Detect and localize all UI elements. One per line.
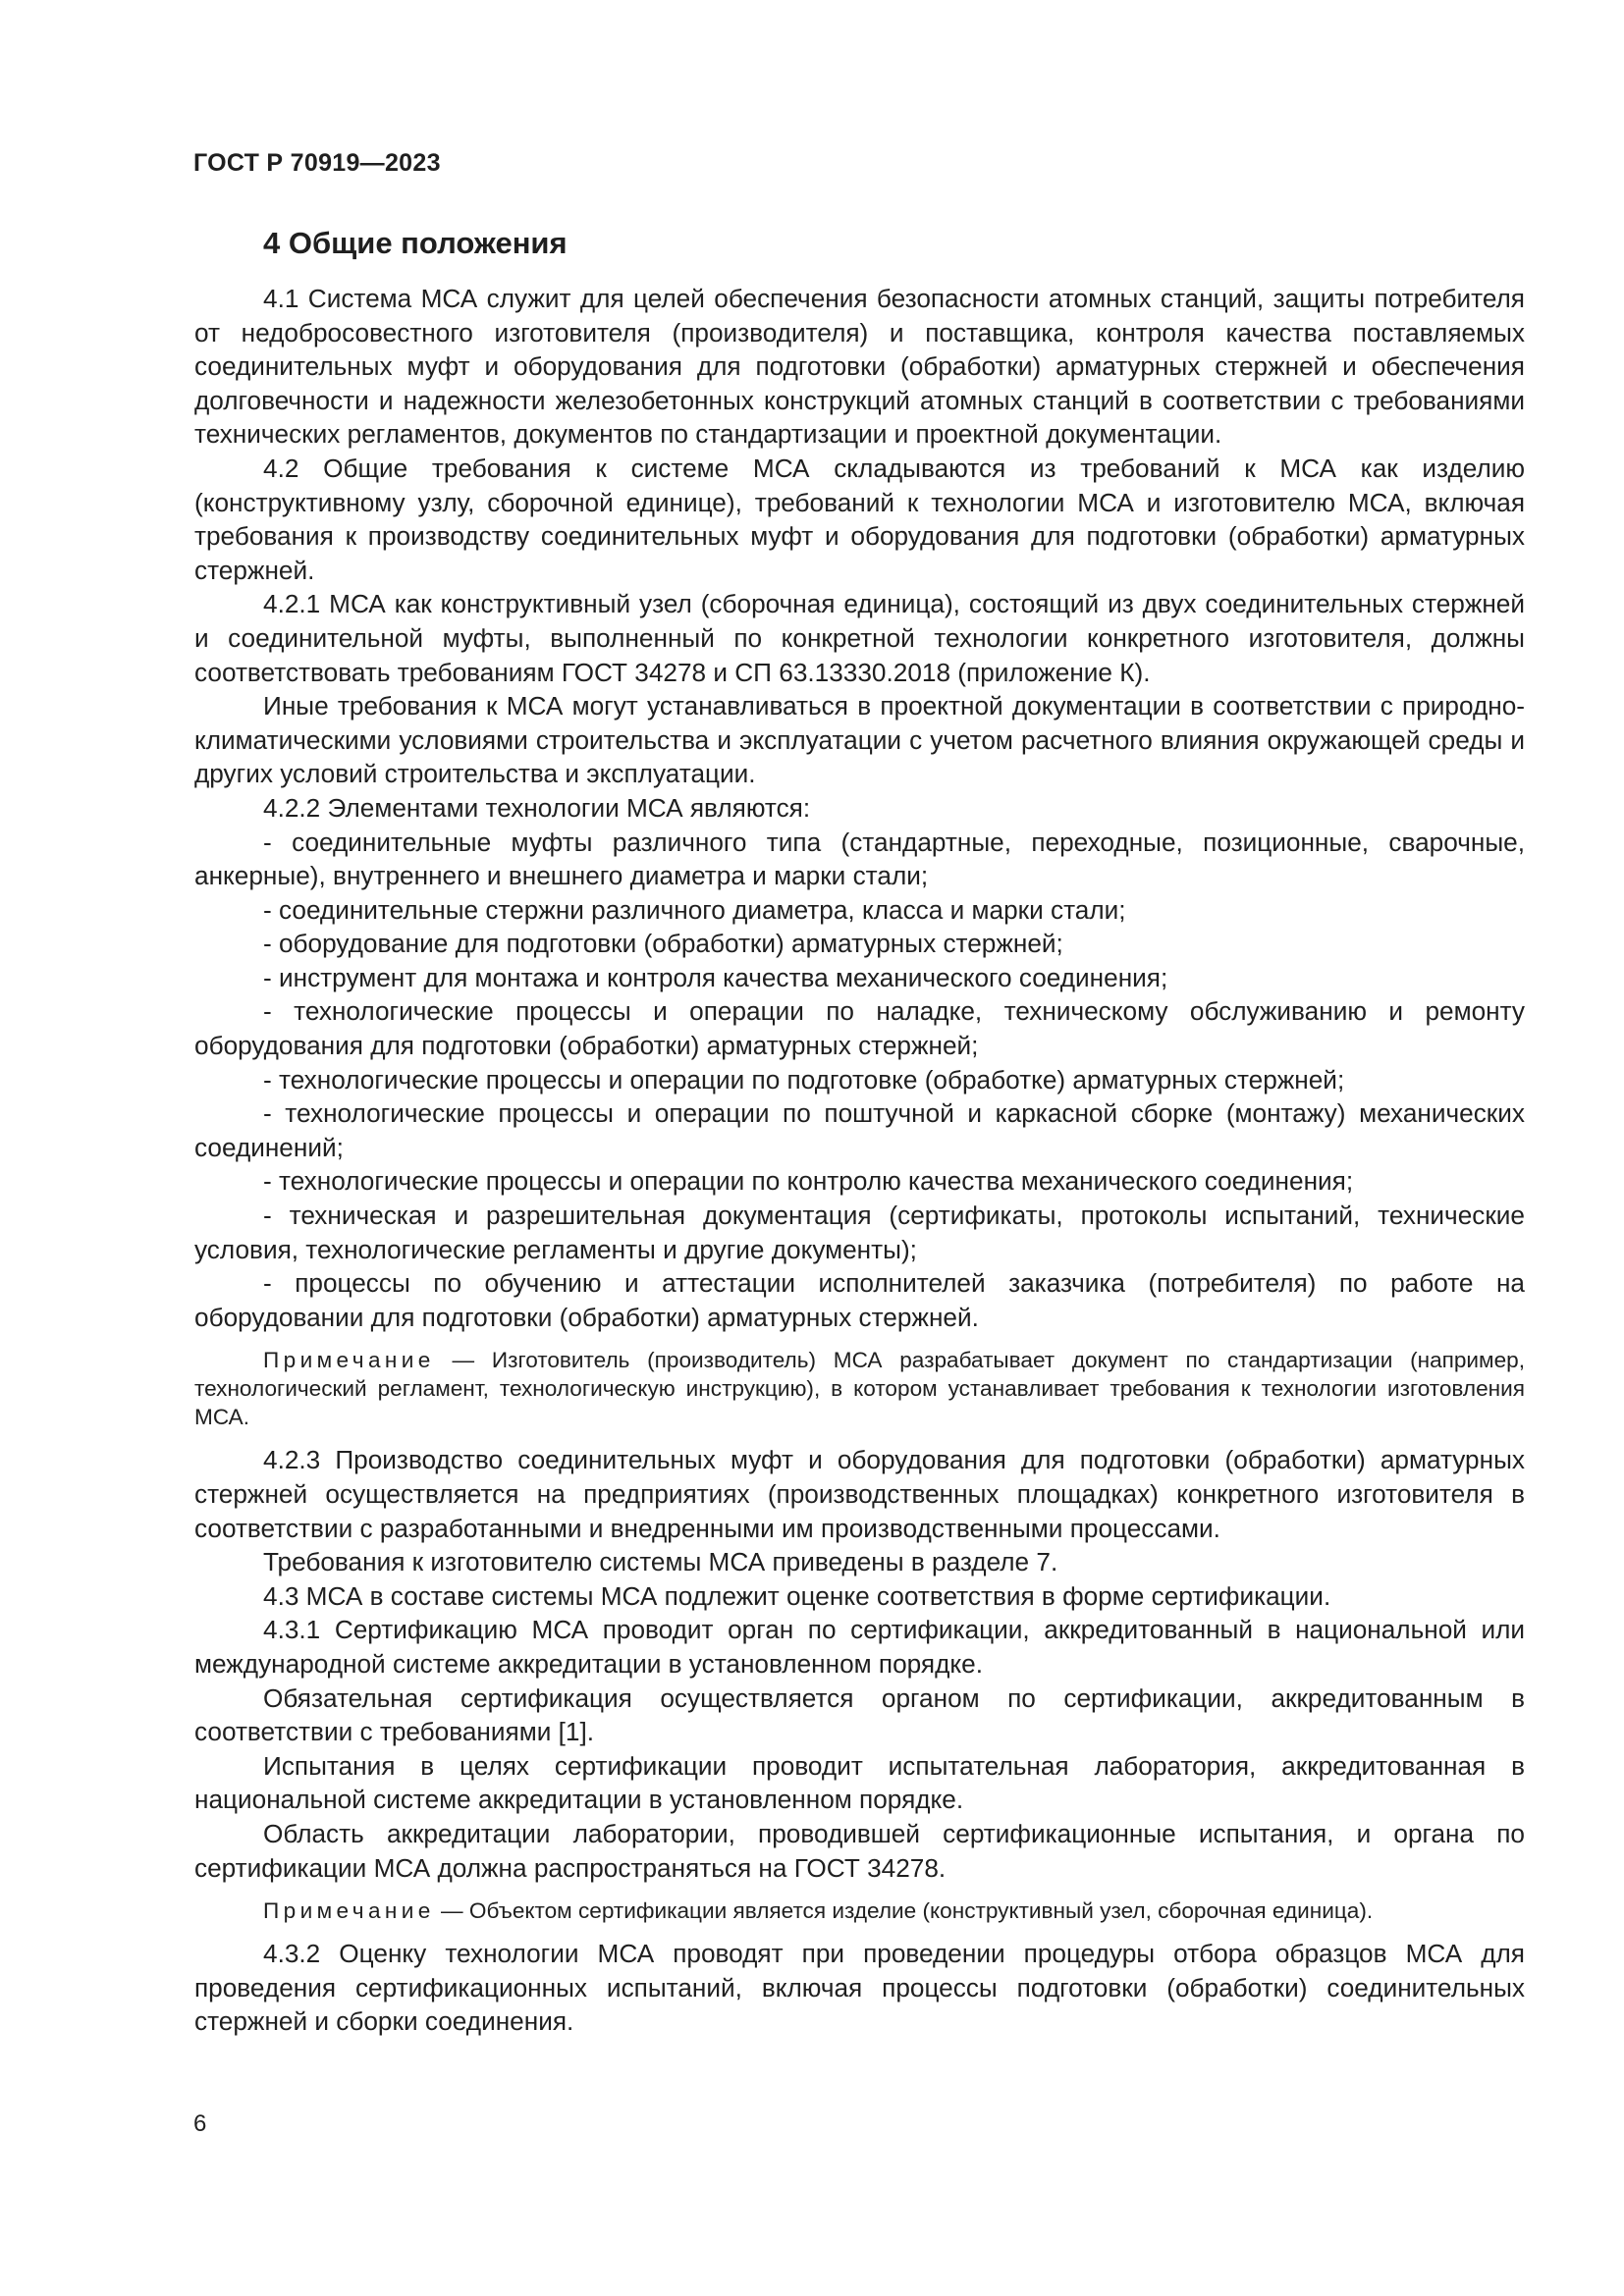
paragraph-4-1: 4.1 Система МСА служит для целей обеспечения безопасности атомных станций, защиты потребителя от недобросовестного изготовителя (производителя) и поставщика, контроля качества поставляемых соединительных муфт и оборудования для подготовки (обработки) арматурных стержней и обеспечения долговечности и надежности железобетонных конструкций атомных станций в соответствии с требованиями технических регламентов, документов по стандартизации и проектной документации. bbox=[194, 284, 1525, 450]
paragraph-4-3-1: 4.3.1 Сертификацию МСА проводит орган по сертификации, аккредитованный в национальной или международной системе аккредитации в установленном порядке. bbox=[194, 1615, 1525, 1679]
paragraph-4-2-1: 4.2.1 МСА как конструктивный узел (сборочная единица), состоящий из двух соединительных стержней и соединительной муфты, выполненный по конкретной технологии конкретного изготовителя, должны соответствовать требованиям ГОСТ 34278 и СП 63.13330.2018 (приложение К). bbox=[194, 589, 1525, 687]
list-item: - технологические процессы и операции по наладке, техническому обслуживанию и ремонту оборудования для подготовки (обработки) арматурных стержней; bbox=[194, 996, 1525, 1061]
paragraph-4-3-1-testing: Испытания в целях сертификации проводит испытательная лаборатория, аккредитованная в национальной системе аккредитации в установленном порядке. bbox=[194, 1750, 1525, 1815]
list-item: - техническая и разрешительная документация (сертификаты, протоколы испытаний, технические условия, технологические регламенты и другие документы); bbox=[194, 1201, 1525, 1264]
note-label: Примечание bbox=[263, 1348, 435, 1373]
paragraph-4-3-1-mandatory-certification: Обязательная сертификация осуществляется органом по сертификации, аккредитованным в соответствии с требованиями [1]. bbox=[194, 1682, 1525, 1747]
paragraph-4-2-3: 4.2.3 Производство соединительных муфт и оборудования для подготовки (обработки) арматурных стержней осуществляется на предприятиях (производственных площадках) конкретного изготовителя в соответствии с разработанными и внедренными им производственными процессами. bbox=[194, 1445, 1525, 1543]
list-item: - технологические процессы и операции по поштучной и каркасной сборке (монтажу) механических соединений; bbox=[194, 1098, 1525, 1162]
paragraph-4-2-1-other-requirements: Иные требования к МСА могут устанавливаться в проектной документации в соответствии с природно-климатическими условиями строительства и эксплуатации с учетом расчетного влияния окружающей среды и других условий строительства и эксплуатации. bbox=[194, 691, 1525, 789]
list-item: - технологические процессы и операции по контролю качества механического соединения; bbox=[263, 1166, 1354, 1197]
section-title: 4 Общие положения bbox=[263, 226, 568, 260]
note-text: — Объектом сертификации является изделие (конструктивный узел, сборочная единица). bbox=[434, 1898, 1374, 1924]
note-text: — Изготовитель (производитель) МСА разрабатывает документ по стандартизации (например, технологический регламент, технологическую инструкцию), в котором устанавливает требования к технологии изготовления МСА. bbox=[194, 1348, 1525, 1430]
list-item: - соединительные муфты различного типа (стандартные, переходные, позиционные, сварочные, анкерные), внутреннего и внешнего диаметра и марки стали; bbox=[194, 827, 1525, 891]
page-number: 6 bbox=[193, 2110, 207, 2137]
list-item: - технологические процессы и операции по подготовке (обработке) арматурных стержней; bbox=[263, 1064, 1345, 1095]
paragraph-4-3-1-scope: Область аккредитации лаборатории, проводившей сертификационные испытания, и органа по сертификации МСА должна распространяться на ГОСТ 34278. bbox=[194, 1818, 1525, 1883]
body-text bbox=[194, 282, 1525, 2039]
list-item: - оборудование для подготовки (обработки) арматурных стержней; bbox=[263, 929, 1063, 959]
note-1 bbox=[194, 1346, 1525, 1431]
document-code: ГОСТ Р 70919—2023 bbox=[193, 149, 441, 177]
paragraph-4-2: 4.2 Общие требования к системе МСА складываются из требований к МСА как изделию (конструктивному узлу, сборочной единице), требований к технологии МСА и изготовителю МСА, включая требования к производству соединительных муфт и оборудования для подготовки (обработки) арматурных стержней. bbox=[194, 453, 1525, 585]
paragraph-4-3: 4.3 МСА в составе системы МСА подлежит оценке соответствия в форме сертификации. bbox=[263, 1580, 1331, 1611]
list-item: - процессы по обучению и аттестации исполнителей заказчика (потребителя) по работе на оборудовании для подготовки (обработки) арматурных стержней. bbox=[194, 1268, 1525, 1332]
paragraph-4-2-3-requirements-ref: Требования к изготовителю системы МСА приведены в разделе 7. bbox=[263, 1547, 1058, 1577]
note-2 bbox=[194, 1896, 1525, 1925]
paragraph-4-3-2: 4.3.2 Оценку технологии МСА проводят при проведении процедуры отбора образцов МСА для проведения сертификационных испытаний, включая процессы подготовки (обработки) соединительных стержней и сборки соединения. bbox=[194, 1939, 1525, 2037]
list-item: - соединительные стержни различного диаметра, класса и марки стали; bbox=[263, 894, 1126, 925]
paragraph-4-2-2: 4.2.2 Элементами технологии МСА являются: bbox=[263, 792, 811, 823]
list-item: - инструмент для монтажа и контроля качества механического соединения; bbox=[263, 962, 1168, 992]
note-label: Примечание bbox=[263, 1898, 435, 1924]
